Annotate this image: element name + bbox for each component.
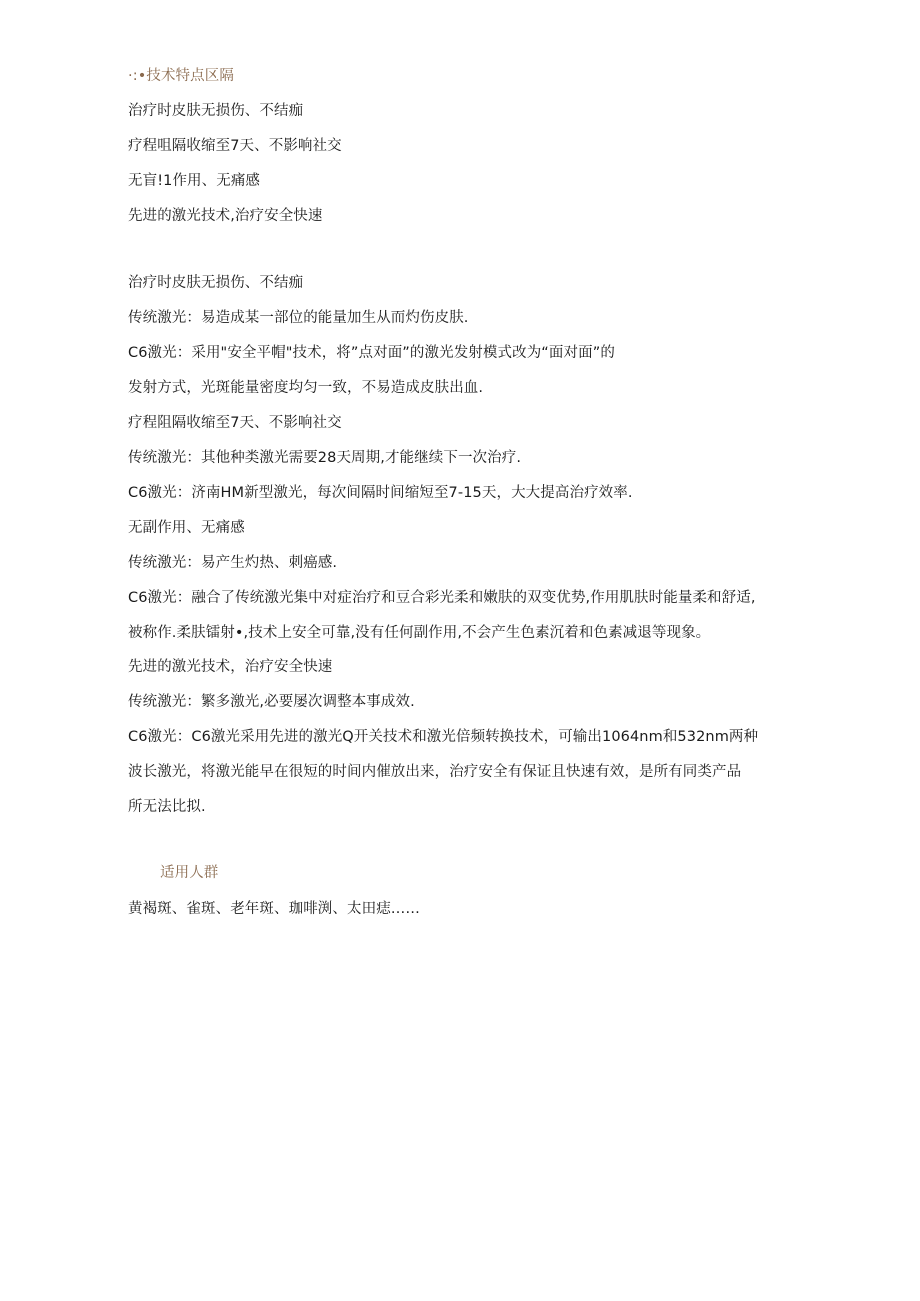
feature-item: 无盲!1作用、无痛感 — [128, 173, 261, 189]
detail-line: 所无法比拟. — [128, 799, 206, 815]
detail-line: 发射方式，光斑能量密度均匀一致，不易造成皮肤出血. — [128, 380, 484, 396]
detail-line: 波长激光，将激光能早在很短的时间内催放出来，治疗安全有保证且快速有效，是所有同类产品 — [128, 764, 742, 780]
detail-line: C6激光：C6激光采用先进的激光Q开关技术和激光倍频转换技术，可输出1064nm和532nm两种 — [128, 729, 759, 745]
detail-line: 传统激光：易产生灼热、刺癌感. — [128, 555, 338, 571]
detail-subheading: 无副作用、无痛感 — [128, 520, 245, 536]
section-heading-tech-features: ·:•技术特点区隔 — [128, 68, 234, 84]
feature-item: 疗程咀隔收缩至7天、不影响社交 — [128, 138, 342, 154]
detail-line: 传统激光：其他种类激光需要28天周期,才能继续下一次治疗. — [128, 450, 522, 466]
detail-line: C6激光：融合了传统激光集中对症治疗和豆合彩光柔和嫩肤的双变优势,作用肌肤时能量柔和舒适, — [128, 590, 756, 606]
detail-line: C6激光：济南HM新型激光，每次间隔时间缩短至7-15天，大大提高治疗效率. — [128, 485, 633, 501]
detail-line: C6激光：采用"安全平帽"技术，将”点对面”的激光发射模式改为“面对面”的 — [128, 345, 615, 361]
detail-line: 传统激光：繁多激光,必要屡次调整本事成效. — [128, 694, 415, 710]
feature-item: 治疗时皮肤无损伤、不结痂 — [128, 103, 304, 119]
section-heading-target-group: 适用人群 — [160, 865, 219, 881]
target-group-text: 黄褐斑、雀斑、老年斑、珈啡渕、太田痣…… — [128, 901, 420, 917]
feature-item: 先进的激光技术,治疗安全快速 — [128, 208, 323, 224]
detail-subheading: 疗程阻隔收缩至7天、不影响社交 — [128, 415, 342, 431]
detail-subheading: 治疗时皮肤无损伤、不结痂 — [128, 275, 304, 291]
detail-line: 被称作.柔肤镭射•,技术上安全可靠,没有任何副作用,不会产生色素沉着和色素减退等现象。 — [128, 625, 711, 641]
detail-line: 传统激光：易造成某一部位的能量加生从而灼伤皮肤. — [128, 310, 469, 326]
detail-subheading: 先进的激光技术，治疗安全快速 — [128, 659, 333, 675]
